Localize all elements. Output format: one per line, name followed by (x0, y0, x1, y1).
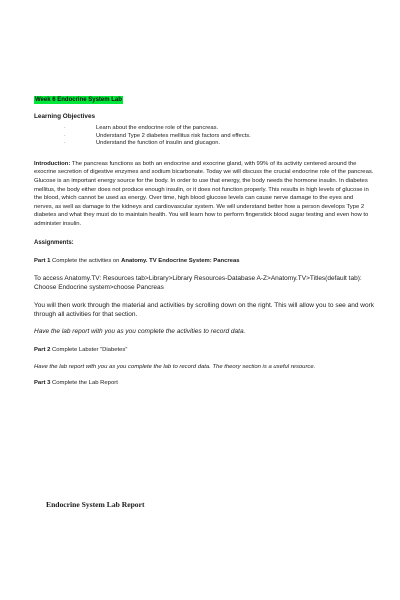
part3-text: Complete the Lab Report (50, 380, 118, 387)
objective-item (34, 133, 374, 141)
work-instructions: You will then work through the material and activities by scrolling down on the right. This will allow you to see and work through all activities for that section. (34, 301, 374, 318)
part3-label: Part 3 (34, 380, 51, 387)
objective-item (34, 125, 374, 133)
part1-emphasis: Anatomy. TV Endocrine System: Pancreas (121, 257, 240, 264)
week-title: Week 6 Endocrine System Lab (35, 97, 122, 103)
part2-text: Complete Labster “Diabetes” (50, 346, 128, 353)
bullet-icon: · (64, 140, 66, 147)
report-title: Endocrine System Lab Report (46, 500, 145, 509)
learning-objectives-list (34, 125, 374, 148)
learning-objectives-heading: Learning Objectives (34, 113, 96, 120)
lab-report-note: Have the lab report with you as you complete the activities to record data. (34, 327, 246, 335)
introduction-label: Introduction: (34, 160, 71, 167)
objective-item (34, 140, 374, 148)
part2-label: Part 2 (34, 346, 51, 353)
document-content (34, 88, 374, 388)
part3-paragraph (34, 379, 374, 388)
introduction-text: The pancreas functions as both an endocrine and exocrine gland, with 99% of its activity centered around the exocrine secretion of digestive enzymes and sodium bicarbonate. Today we will discuss the crucial endocrine role of the pancreas. Glucose is an important energy source for the body. In order to use that energy, the body needs the hormone insulin. In diabetes mellitus, the body either does not produce enough insulin, or it does not function properly. This results in high levels of glucose in the blood, which cannot be used as energy. Over time, high blood glucose levels can cause nerve damage to the eyes and nerves, as well as damage to the kidneys and cardiovascular system. We will understand better how a person develops Type 2 diabetes and what they must do to maintain health. You will learn how to perform fingerstick blood sugar testing and even how to administer insulin. (34, 160, 374, 227)
bullet-icon: · (64, 132, 66, 139)
part1-paragraph (34, 257, 374, 266)
part1-text: Complete the activities on (50, 257, 122, 264)
bullet-icon: · (64, 125, 66, 131)
part1-label: Part 1 (34, 257, 51, 264)
access-instructions: To access Anatomy.TV: Resources tab>Library>Library Resources-Database A-Z>Anatomy.TV>Titles(default tab): Choose Endocrine system>choose Pancreas (34, 275, 362, 292)
part2-note: Have the lab report with you as you complete the lab to record data. The theory section is a useful resource. (34, 363, 316, 370)
objective-text: Understand the function of insulin and glucagon. (96, 140, 221, 147)
objective-text: Understand Type 2 diabetes mellitus risk factors and effects. (96, 132, 251, 139)
part2-paragraph (34, 346, 374, 355)
introduction-paragraph (34, 160, 374, 229)
assignments-heading: Assignments: (34, 239, 74, 246)
objective-text: Learn about the endocrine role of the pancreas. (96, 125, 219, 131)
